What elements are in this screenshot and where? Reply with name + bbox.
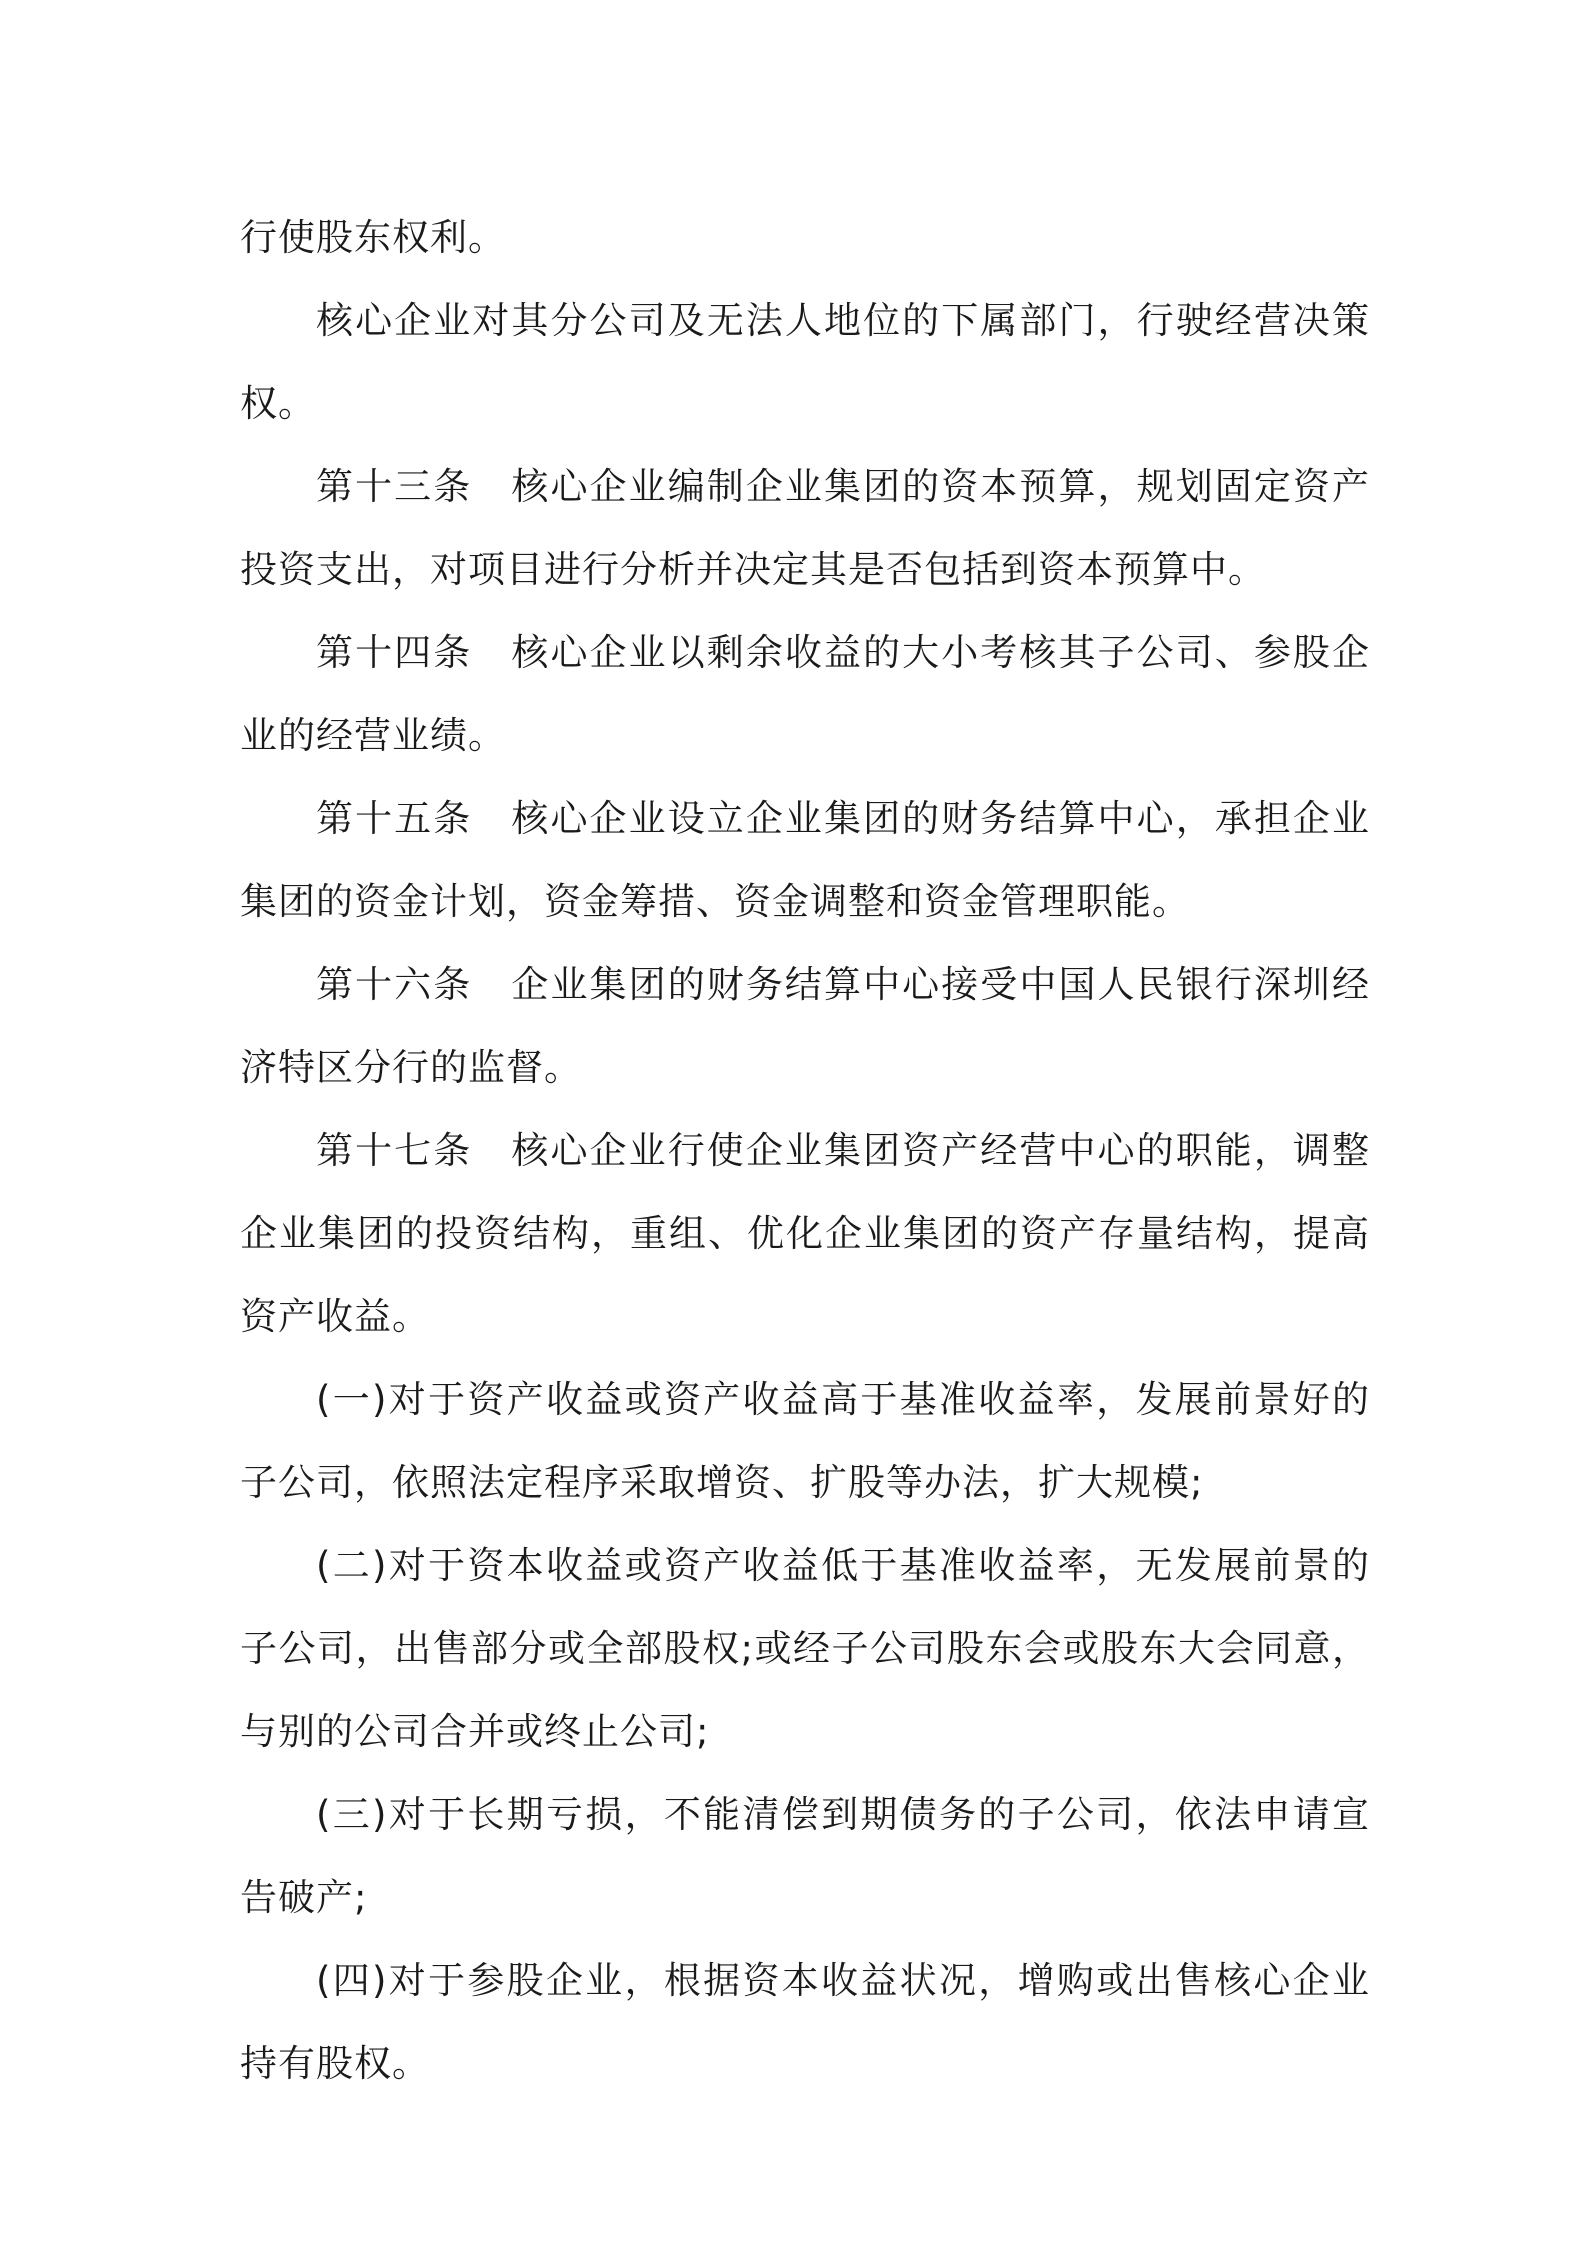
list-item-paragraph (240, 1524, 1370, 1773)
article-paragraph (240, 1109, 1370, 1358)
list-item-paragraph (240, 1773, 1370, 1939)
list-item-paragraph (240, 1939, 1370, 2105)
paragraph (240, 279, 1370, 445)
paragraph-text: (二)对于资本收益或资产收益低于基准收益率，无发展前景的子公司，出售部分或全部股权;或经子公司股东会或股东大会同意，与别的公司合并或终止公司; (240, 1544, 1370, 1753)
article-paragraph (240, 777, 1370, 943)
paragraph-text: 核心企业设立企业集团的财务结算中心，承担企业集团的资金计划，资金筹措、资金调整和资金管理职能。 (240, 797, 1371, 923)
article-number: 第十四条 (316, 631, 473, 674)
paragraph-text: 企业集团的财务结算中心接受中国人民银行深圳经济特区分行的监督。 (240, 963, 1371, 1089)
paragraph-text: 核心企业以剩余收益的大小考核其子公司、参股企业的经营业绩。 (240, 631, 1371, 757)
article-paragraph (240, 943, 1370, 1109)
paragraph-text: 核心企业编制企业集团的资本预算，规划固定资产投资支出，对项目进行分析并决定其是否包括到资本预算中。 (240, 465, 1371, 591)
paragraph-text: (三)对于长期亏损，不能清偿到期债务的子公司，依法申请宣告破产; (240, 1793, 1370, 1919)
paragraph (240, 196, 1370, 279)
paragraph-text: 核心企业对其分公司及无法人地位的下属部门，行驶经营决策权。 (240, 299, 1370, 425)
paragraph-text: (四)对于参股企业，根据资本收益状况，增购或出售核心企业持有股权。 (240, 1959, 1370, 2085)
article-paragraph (240, 611, 1370, 777)
paragraph-text: 行使股东权利。 (240, 216, 506, 259)
paragraph-text: (一)对于资产收益或资产收益高于基准收益率，发展前景好的子公司，依照法定程序采取增资、扩股等办法，扩大规模; (240, 1378, 1370, 1504)
article-paragraph (240, 445, 1370, 611)
document-body (240, 196, 1370, 2105)
article-number: 第十七条 (316, 1129, 473, 1172)
article-number: 第十五条 (316, 797, 473, 840)
list-item-paragraph (240, 1358, 1370, 1524)
paragraph-text: 核心企业行使企业集团资产经营中心的职能，调整企业集团的投资结构，重组、优化企业集团的资产存量结构，提高资产收益。 (240, 1129, 1371, 1338)
article-number: 第十三条 (316, 465, 473, 508)
article-number: 第十六条 (316, 963, 473, 1006)
